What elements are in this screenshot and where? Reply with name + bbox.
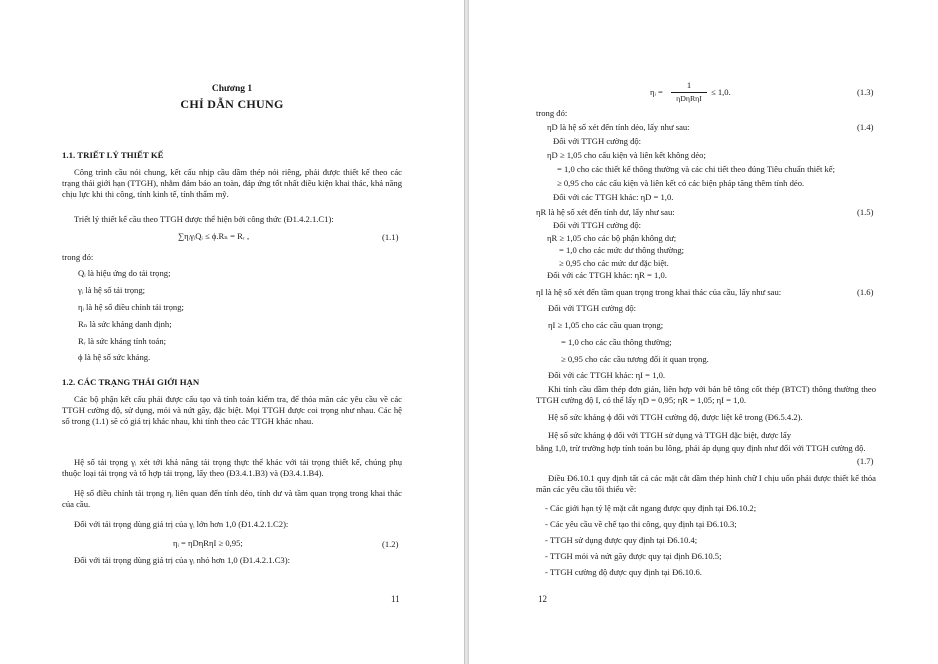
eta-i-title: ηI là hệ số xét đến tầm quan trọng trong khai thác của cầu, lấy như sau: — [536, 287, 782, 297]
eta-d-line: Đối với TTGH cường độ: — [553, 136, 642, 146]
formula-1-1: ∑ηᵢγᵢQᵢ ≤ ϕ.Rₙ = Rᵣ , — [178, 231, 250, 241]
eta-i-line: Đối với TTGH cường độ: — [548, 303, 637, 313]
equation-number-1-4: (1.4) — [857, 122, 874, 132]
eta-r-line: Đối với các TTGH khác: ηR = 1,0. — [547, 270, 667, 280]
page-number-right: 12 — [538, 594, 547, 604]
definition-item: Rₙ là sức kháng danh định; — [78, 319, 172, 329]
simple-girder-paragraph: Khi tính cầu dầm thép đơn giản, liên hợp với bản bê tông cốt thép (BTCT) thông thường theo TTGH cường độ I, có thể lấy ηD = 0,95; ηR = 1,05; ηI = 1,0. — [536, 384, 876, 405]
section-1-2-paragraph-1: Các bộ phận kết cấu phải được cấu tạo và tính toán kiểm tra, để thỏa mãn các yêu cầu về các TTGH cường độ, sử dụng, mỏi và nứt gãy, đặc biệt. Mọi TTGH được coi trọng như nhau. Các hệ số trong (1.1) sẽ có giá trị khác nhau, khi tính theo các TTGH khác nhau. — [62, 394, 402, 426]
chapter-title: CHỈ DẪN CHUNG — [180, 97, 284, 111]
definition-item: γᵢ là hệ số tải trọng; — [78, 285, 146, 295]
definition-item: Qᵢ là hiệu ứng do tải trọng; — [78, 268, 171, 278]
left-page — [0, 0, 464, 664]
formula-1-2: ηᵢ = ηDηRηI ≥ 0,95; — [173, 538, 243, 548]
section-1-2-heading: 1.2. CÁC TRẠNG THÁI GIỚI HẠN — [62, 377, 200, 387]
resistance-factor-paragraph-2b: bằng 1,0, trừ trường hợp tính toán bu lông, phải áp dụng quy định như đối với TTGH cường độ. — [536, 443, 866, 453]
requirement-item: - Các yêu cầu về chế tạo thi công, quy định tại Đ6.10.3; — [545, 519, 737, 529]
eta-d-title: ηD là hệ số xét đến tính dẻo, lấy như sau: — [547, 122, 690, 132]
equation-number-1-7: (1.7) — [857, 456, 874, 466]
equation-number-1-6: (1.6) — [857, 287, 874, 297]
eta-i-line: = 1,0 cho các cầu thông thường; — [561, 337, 672, 347]
eta-d-line: ηD ≥ 1,05 cho cấu kiện và liên kết không dẻo; — [547, 150, 706, 160]
requirement-item: - Các giới hạn tỷ lệ mặt cắt ngang được quy định tại Đ6.10.2; — [545, 503, 757, 513]
section-1-2-paragraph-4: Đối với tải trọng dùng giá trị của γᵢ lớn hơn 1,0 (Đ1.4.2.1.C2): — [74, 519, 289, 529]
equation-number-1-5: (1.5) — [857, 207, 874, 217]
formula-1-3-fraction — [669, 80, 709, 106]
section-1-2-paragraph-2: Hệ số tải trọng γᵢ xét tới khả năng tải trọng thực thể khác với tải trọng thiết kế, chúng phụ thuộc loại tải trọng và tổ hợp tải trọng, lấy theo (Đ3.4.1.B3) và (Đ3.4.1.B4). — [62, 457, 402, 478]
section-1-2-paragraph-5: Đối với tải trọng dùng giá trị của γᵢ nhỏ hơn 1,0 (Đ1.4.2.1.C3): — [74, 555, 290, 565]
chapter-label: Chương 1 — [211, 84, 253, 94]
equation-number-1-1: (1.1) — [382, 232, 399, 242]
eta-r-line: ηR ≥ 1,05 cho các bộ phận không dư; — [547, 233, 677, 243]
requirement-item: - TTGH cường độ được quy định tại Đ6.10.6. — [545, 567, 702, 577]
page-number-left: 11 — [391, 594, 400, 604]
fraction-bar — [671, 92, 707, 93]
eta-i-line: ηI ≥ 1,05 cho các cầu quan trọng; — [548, 320, 664, 330]
right-page — [469, 0, 938, 664]
requirement-item: - TTGH sử dụng được quy định tại Đ6.10.4; — [545, 535, 698, 545]
section-1-1-paragraph-1: Công trình cầu nói chung, kết cấu nhịp cầu dầm thép nói riêng, phải được thiết kế theo các trạng thái giới hạn (TTGH), nhằm đảm bảo an toàn, đáp ứng tốt nhất điều kiện khai thác, khả năng chịu lực khi thi công, tính kinh tế, tính thẩm mỹ. — [62, 167, 402, 199]
formula-1-3-numerator: 1 — [686, 80, 692, 90]
section-1-2-paragraph-3: Hệ số điều chỉnh tải trọng ηᵢ liên quan đến tính dẻo, tính dư và tầm quan trọng trong khai thác của cầu. — [62, 488, 402, 509]
where-label: trong đó: — [62, 252, 94, 262]
definition-item: Rᵣ là sức kháng tính toán; — [78, 336, 167, 346]
eta-r-line: ≥ 0,95 cho các mức dư đặc biệt. — [559, 258, 669, 268]
equation-number-1-3: (1.3) — [857, 87, 874, 97]
eta-d-line: ≥ 0,95 cho các cấu kiện và liên kết có các biện pháp tăng thêm tính dẻo. — [557, 178, 805, 188]
resistance-factor-paragraph-2a: Hệ số sức kháng ϕ đối với TTGH sử dụng và TTGH đặc biệt, được lấy — [548, 430, 792, 440]
formula-1-3-rhs: ≤ 1,0. — [711, 87, 731, 97]
where-label: trong đó: — [536, 108, 568, 118]
eta-i-line: Đối với các TTGH khác: ηI = 1,0. — [548, 370, 666, 380]
formula-1-3-lhs: ηᵢ = — [650, 87, 663, 97]
eta-d-line: = 1,0 cho các thiết kế thông thường và các chi tiết theo đúng Tiêu chuẩn thiết kế; — [557, 164, 835, 174]
definition-item: ϕ là hệ số sức kháng. — [78, 352, 151, 362]
section-1-1-heading: 1.1. TRIẾT LÝ THIẾT KẾ — [62, 150, 164, 160]
eta-r-line: = 1,0 cho các mức dư thông thường; — [559, 245, 685, 255]
eta-r-title: ηR là hệ số xét đến tính dư, lấy như sau: — [536, 207, 675, 217]
definition-item: ηᵢ là hệ số điều chỉnh tải trọng; — [78, 302, 184, 312]
resistance-factor-paragraph-1: Hệ số sức kháng ϕ đối với TTGH cường độ, được liệt kê trong (Đ6.5.4.2). — [548, 412, 803, 422]
eta-i-line: ≥ 0,95 cho các cầu tương đối ít quan trọng. — [561, 354, 709, 364]
requirement-item: - TTGH mỏi và nứt gãy được quy tại định Đ6.10.5; — [545, 551, 722, 561]
section-1-1-paragraph-2: Triết lý thiết kế cầu theo TTGH được thể hiện bởi công thức (Đ1.4.2.1.C1): — [74, 214, 334, 224]
eta-d-line: Đối với các TTGH khác: ηD = 1,0. — [553, 192, 674, 202]
equation-number-1-2: (1.2) — [382, 539, 399, 549]
formula-1-3-denominator: ηDηRηI — [676, 94, 702, 103]
clause-6-10-1-paragraph: Điều Đ6.10.1 quy định tất cả các mặt cắt dầm thép hình chữ I chịu uốn phải được thiết kế thỏa mãn các yêu cầu tối thiểu về: — [536, 473, 876, 494]
eta-r-line: Đối với TTGH cường độ: — [553, 220, 642, 230]
